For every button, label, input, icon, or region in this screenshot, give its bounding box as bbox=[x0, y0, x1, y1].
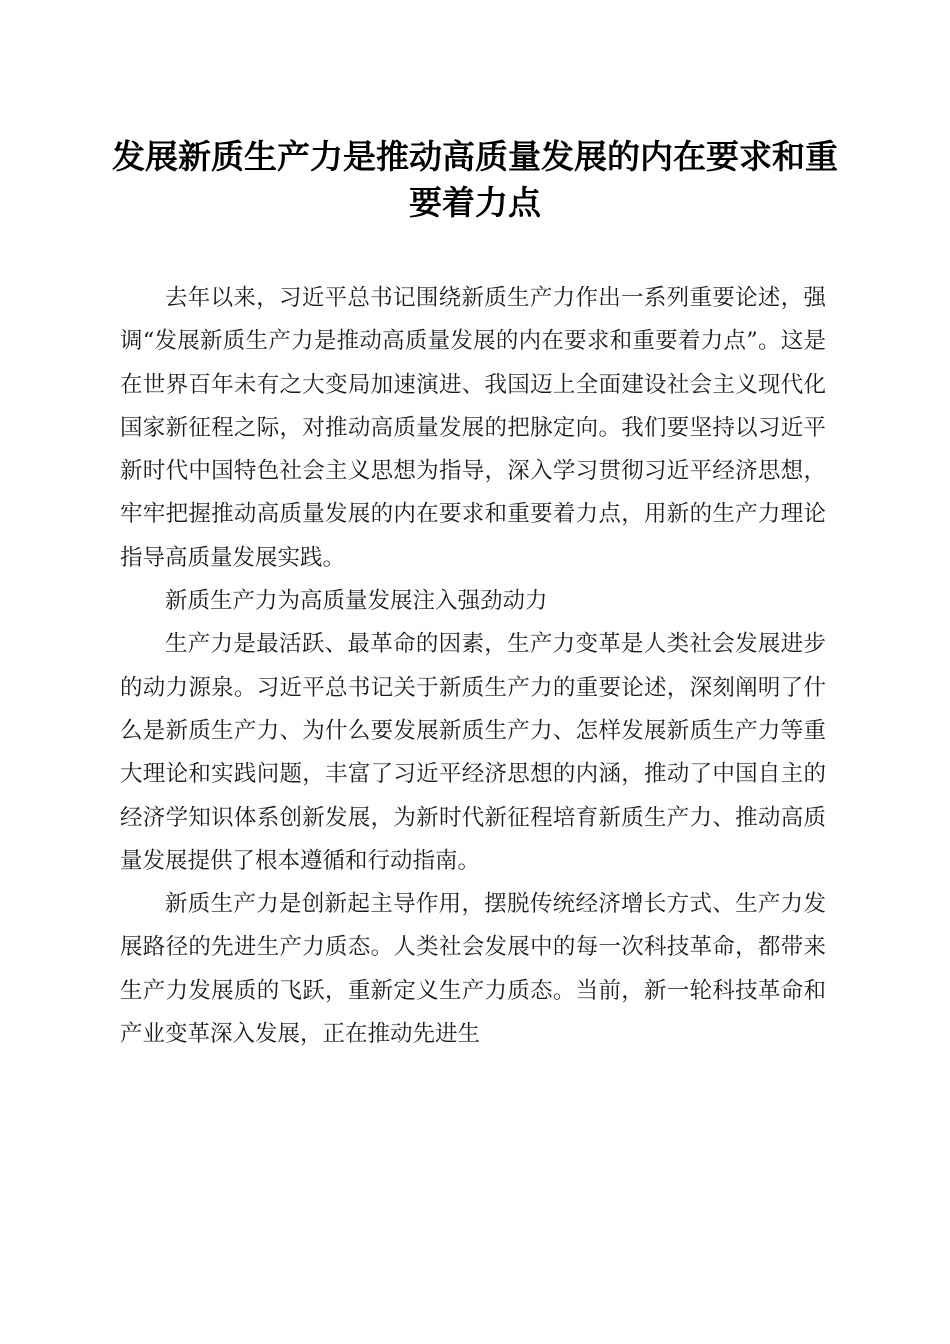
paragraph: 生产力是最活跃、最革命的因素，生产力变革是人类社会发展进步的动力源泉。习近平总书记关于新质生产力的重要论述，深刻阐明了什么是新质生产力、为什么要发展新质生产力、怎样发展新质生产力等重大理论和实践问题，丰富了习近平经济思想的内涵，推动了中国自主的经济学知识体系创新发展，为新时代新征程培育新质生产力、推动高质量发展提供了根本遵循和行动指南。 bbox=[120, 631, 826, 874]
document-title: 发展新质生产力是推动高质量发展的内在要求和重要着力点 bbox=[112, 137, 838, 222]
paragraph-intro: 去年以来，习近平总书记围绕新质生产力作出一系列重要论述，强调“发展新质生产力是推动高质量发展的内在要求和重要着力点”。这是在世界百年未有之大变局加速演进、我国迈上全面建设社会主义现代化国家新征程之际，对推动高质量发展的把脉定向。我们要坚持以习近平新时代中国特色社会主义思想为指导，深入学习贯彻习近平经济思想，牢牢把握推动高质量发展的内在要求和重要着力点，用新的生产力理论指导高质量发展实践。 bbox=[120, 285, 826, 571]
paragraph: 新质生产力是创新起主导作用，摆脱传统经济增长方式、生产力发展路径的先进生产力质态。人类社会发展中的每一次科技革命，都带来生产力发展质的飞跃，重新定义生产力质态。当前，新一轮科技革命和产业变革深入发展，正在推动先进生 bbox=[120, 891, 826, 1048]
document-body bbox=[120, 277, 826, 1056]
section-heading: 新质生产力为高质量发展注入强劲动力 bbox=[165, 588, 548, 615]
